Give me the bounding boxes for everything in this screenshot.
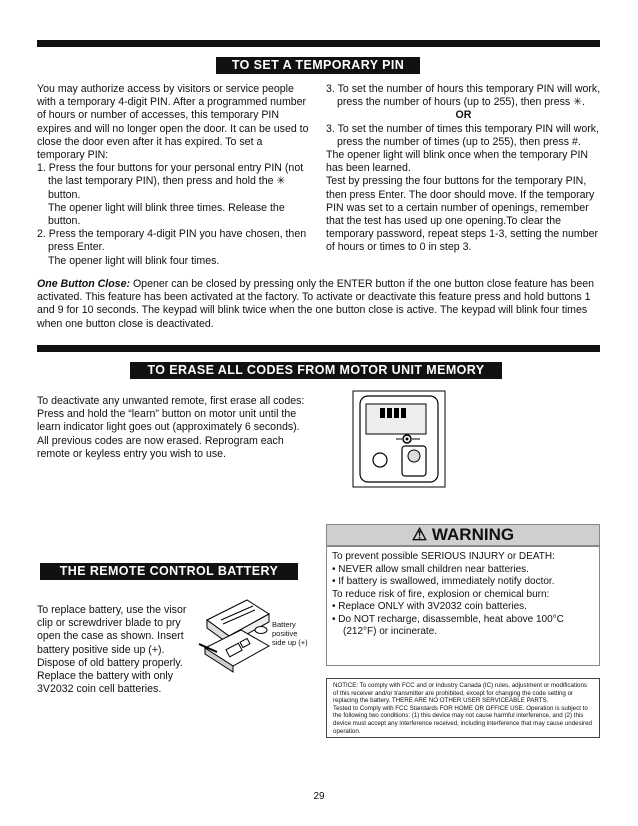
or-label: OR [455, 109, 472, 122]
one-button-close-text: Opener can be closed by pressing only the ENTER button if the one button close feature has been activated. This feature has been activated at the factory. To activate or deactivate this feature press and hold buttons 1 and 9 for 10 seconds. The keypad will blink twice when the one button close is active. The keypad will blink four times when one button close is deactivated. [37, 278, 595, 330]
fcc-notice [326, 678, 600, 738]
warning-line-2: • NEVER allow small children near batteries. [332, 563, 529, 575]
warning-title: WARNING [431, 525, 515, 544]
warning-line-6: • Do NOT recharge, disassemble, heat above 100°C (212°F) or incinerate. [332, 613, 564, 637]
warning-line-5: • Replace ONLY with 3V2032 coin batteries. [332, 601, 527, 612]
warning-line-3: • If battery is swallowed, immediately notify doctor. [332, 576, 555, 587]
temp-pin-left-column [37, 83, 312, 268]
temp-pin-step-2-note: The opener light will blink four times. [48, 254, 220, 267]
notice-paragraph-2: Tested to Comply with FCC Standards FOR HOME OR OFFICE USE. Operation is subject to the following two conditions: (1) this device may not cause harmful interference, and (2) this device must accept any interference received, including interference that may cause undesired operation. [333, 704, 592, 735]
middle-rule [37, 345, 600, 352]
battery-text [37, 604, 197, 696]
callout-line-3: side up (+) [272, 638, 308, 647]
erase-text [37, 395, 312, 461]
temp-pin-step-3a: 3. To set the number of hours this temporary PIN will work, press the number of hours (up to 255), then press ✳. [326, 83, 601, 109]
battery-instructions: To replace battery, use the visor clip or screwdriver blade to pry open the case as shown. Insert battery positive side up (+). [37, 604, 187, 656]
section-title-temporary-pin: TO SET A TEMPORARY PIN [216, 57, 420, 74]
warning-line-1: To prevent possible SERIOUS INJURY or DEATH: [332, 551, 555, 562]
motor-unit-learn-button-illustration [352, 390, 446, 488]
remote-battery-illustration [197, 590, 277, 676]
one-button-close-paragraph [37, 278, 600, 331]
battery-callout [272, 620, 322, 647]
notice-paragraph-1: NOTICE: To comply with FCC and or Industry Canada (IC) rules, adjustment or modifications of this receiver and/or transmitter are prohibited, except for changing the code setting or replacing the battery. THERE ARE NO OTHER USER SERVICEABLE PARTS. [333, 682, 588, 705]
battery-dispose: Dispose of old battery properly. [37, 656, 183, 669]
temp-pin-step-2: 2. Press the temporary 4-digit PIN you have chosen, then press Enter. [37, 228, 307, 254]
temp-pin-right-column [326, 83, 601, 255]
section-title-erase-codes: TO ERASE ALL CODES FROM MOTOR UNIT MEMORY [130, 362, 502, 379]
temp-pin-step-1-note: The opener light will blink three times. Release the button. [48, 201, 285, 228]
one-button-close-label: One Button Close: [37, 278, 130, 290]
warning-header [326, 524, 600, 546]
page-number: 29 [313, 791, 325, 802]
temp-pin-step-3b: 3. To set the number of times this temporary PIN will work, press the number of times (up to 255), then press #. [326, 122, 599, 148]
temp-pin-learned: The opener light will blink once when the temporary PIN has been learned. [326, 149, 589, 175]
warning-text [332, 551, 598, 639]
callout-line-1: Battery [272, 620, 296, 629]
temp-pin-intro: You may authorize access by visitors or service people with a temporary 4-digit PIN. After a programmed number of hours or number of accesses, this temporary PIN expires and will no longer open the door. It can be used to close the door even after it has expired. To set a temporary PIN: [37, 83, 309, 162]
erase-intro: To deactivate any unwanted remote, first erase all codes: [37, 395, 305, 407]
callout-line-2: positive [272, 629, 298, 638]
temp-pin-step-1: 1. Press the four buttons for your personal entry PIN (not the last temporary PIN), then press and hold the ✳ button. [37, 162, 304, 201]
temp-pin-test: Test by pressing the four buttons for the temporary PIN, then press Enter. The door should move. If the temporary PIN was set to a certain number of openings, remember that the test has used up one opening.To clear the temporary password, repeat steps 1-3, setting the number of hours or times to 0 in step 3. [326, 175, 599, 254]
top-rule [37, 40, 600, 47]
section-title-remote-battery: THE REMOTE CONTROL BATTERY [40, 563, 298, 580]
battery-replace: Replace the battery with only 3V2032 coin cell batteries. [37, 670, 174, 696]
warning-line-4: To reduce risk of fire, explosion or chemical burn: [332, 588, 550, 600]
erase-instructions: Press and hold the “learn” button on motor unit until the learn indicator light goes out (approximately 6 seconds). All previous codes are now erased. Reprogram each remote or keyless entry you wish to use. [37, 408, 300, 460]
warning-triangle-icon: ⚠ [411, 525, 428, 544]
